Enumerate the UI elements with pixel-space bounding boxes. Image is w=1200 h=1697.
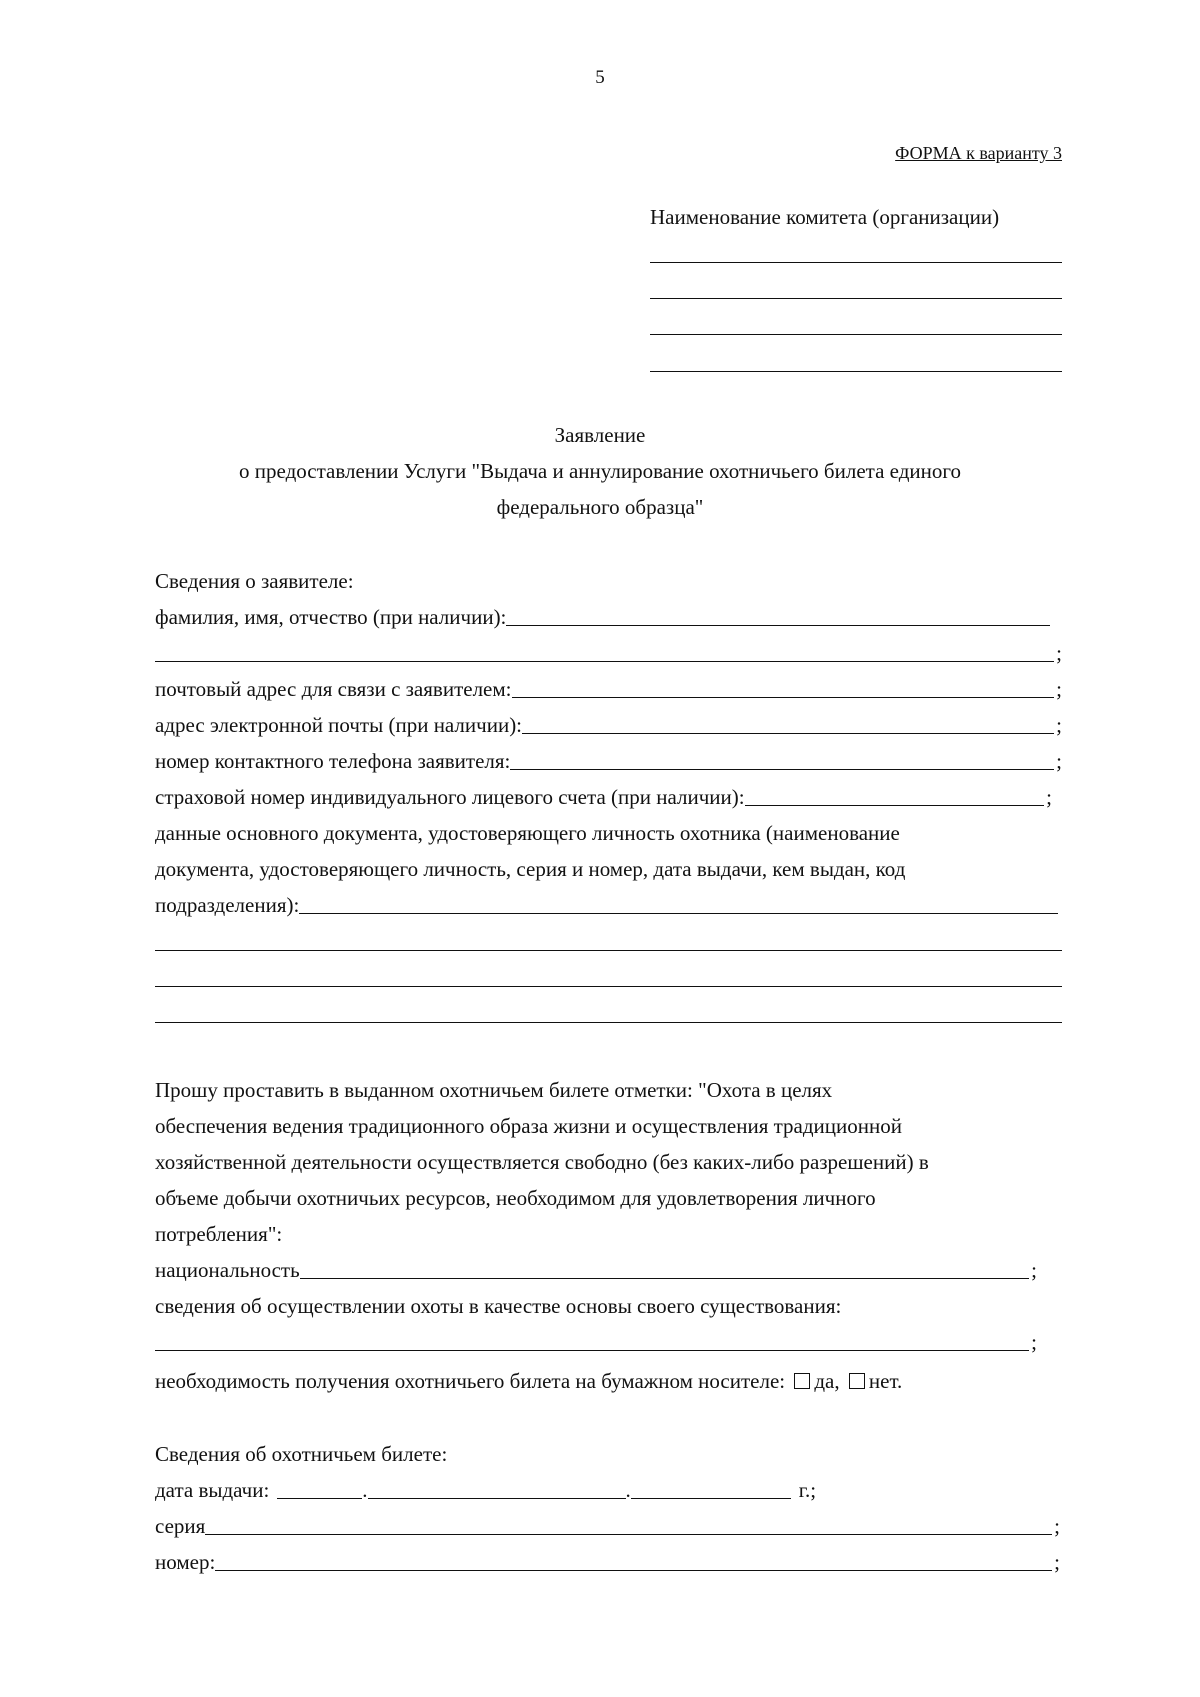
paper-ticket-label: необходимость получения охотничьего билета на бумажном носителе:: [155, 1369, 786, 1393]
issue-year-field[interactable]: [631, 1498, 791, 1499]
series-label: серия: [155, 1514, 206, 1538]
phone-label: номер контактного телефона заявителя:: [155, 749, 511, 773]
year-suffix: г.;: [798, 1478, 817, 1502]
phone-field[interactable]: [510, 769, 1054, 770]
number-field[interactable]: [215, 1570, 1052, 1571]
document-heading: Заявление: [554, 423, 646, 447]
document-field[interactable]: [299, 913, 1058, 914]
ticket-section-title: Сведения об охотничьем билете:: [155, 1442, 448, 1466]
nationality-label: национальность: [155, 1258, 300, 1282]
number-row: [155, 1549, 1060, 1575]
terminator: ;: [1046, 785, 1052, 809]
document-field-line-4[interactable]: [155, 1022, 1062, 1023]
paper-ticket-row: [155, 1368, 902, 1394]
issue-date-row: [155, 1477, 816, 1503]
request-paragraph-line-4: объеме добычи охотничьих ресурсов, необходимом для удовлетворения личного: [155, 1186, 876, 1210]
full-name-field[interactable]: [506, 625, 1050, 626]
terminator: ;: [1056, 749, 1062, 773]
issue-date-label: дата выдачи:: [155, 1478, 270, 1502]
hunting-basis-field[interactable]: [155, 1350, 1029, 1351]
full-name-label: фамилия, имя, отчество (при наличии):: [155, 605, 507, 629]
hunting-basis-row: [155, 1329, 1037, 1355]
committee-line-4[interactable]: [650, 371, 1062, 372]
checkbox-yes[interactable]: [794, 1373, 810, 1389]
series-row: [155, 1513, 1060, 1539]
applicant-section-title: Сведения о заявителе:: [155, 569, 354, 593]
terminator: ;: [1031, 1258, 1037, 1282]
document-description-line-1: данные основного документа, удостоверяющего личность охотника (наименование: [155, 821, 900, 845]
terminator: ;: [1054, 1550, 1060, 1574]
full-name-row: [155, 604, 1050, 630]
request-paragraph-line-2: обеспечения ведения традиционного образа жизни и осуществления традиционной: [155, 1114, 902, 1138]
document-subheading-line-1: о предоставлении Услуги "Выдача и аннулирование охотничьего билета единого: [239, 459, 961, 483]
committee-line-2[interactable]: [650, 298, 1062, 299]
terminator: ;: [1031, 1330, 1037, 1354]
phone-row: [155, 748, 1062, 774]
nationality-row: [155, 1257, 1037, 1283]
postal-address-label: почтовый адрес для связи с заявителем:: [155, 677, 512, 701]
email-field[interactable]: [522, 733, 1054, 734]
terminator: ;: [1056, 641, 1062, 665]
document-field-line-2[interactable]: [155, 950, 1062, 951]
snils-row: [155, 784, 1052, 810]
checkbox-no[interactable]: [849, 1373, 865, 1389]
issue-day-field[interactable]: [277, 1498, 362, 1499]
full-name-continuation-row: [155, 640, 1062, 666]
document-subheading-line-2: федерального образца": [496, 495, 704, 519]
nationality-field[interactable]: [300, 1278, 1029, 1279]
issue-month-field[interactable]: [368, 1498, 626, 1499]
committee-title: Наименование комитета (организации): [650, 205, 1000, 229]
email-row: [155, 712, 1062, 738]
terminator: ;: [1056, 713, 1062, 737]
document-description-line-2: документа, удостоверяющего личность, серия и номер, дата выдачи, кем выдан, код: [155, 857, 906, 881]
option-yes-label: да,: [814, 1369, 840, 1393]
number-label: номер:: [155, 1550, 216, 1574]
page-number: 5: [595, 67, 605, 88]
terminator: ;: [1054, 1514, 1060, 1538]
full-name-field-continued[interactable]: [155, 661, 1054, 662]
hunting-basis-label: сведения об осуществлении охоты в качестве основы своего существования:: [155, 1294, 842, 1318]
document-field-line-3[interactable]: [155, 986, 1062, 987]
date-separator: .: [625, 1478, 631, 1502]
terminator: ;: [1056, 677, 1062, 701]
request-paragraph-line-5: потребления":: [155, 1222, 283, 1246]
snils-label: страховой номер индивидуального лицевого счета (при наличии):: [155, 785, 745, 809]
committee-line-1[interactable]: [650, 262, 1062, 263]
document-row: [155, 892, 1058, 918]
committee-line-3[interactable]: [650, 334, 1062, 335]
series-field[interactable]: [205, 1534, 1052, 1535]
email-label: адрес электронной почты (при наличии):: [155, 713, 523, 737]
form-variant-label: ФОРМА к варианту 3: [895, 143, 1062, 163]
option-no-label: нет.: [868, 1369, 903, 1393]
postal-address-row: [155, 676, 1062, 702]
request-paragraph-line-3: хозяйственной деятельности осуществляется свободно (без каких-либо разрешений) в: [155, 1150, 929, 1174]
document-label: подразделения):: [155, 893, 300, 917]
postal-address-field[interactable]: [512, 697, 1055, 698]
request-paragraph-line-1: Прошу проставить в выданном охотничьем билете отметки: "Охота в целях: [155, 1078, 833, 1102]
snils-field[interactable]: [745, 805, 1045, 806]
date-separator: .: [362, 1478, 368, 1502]
